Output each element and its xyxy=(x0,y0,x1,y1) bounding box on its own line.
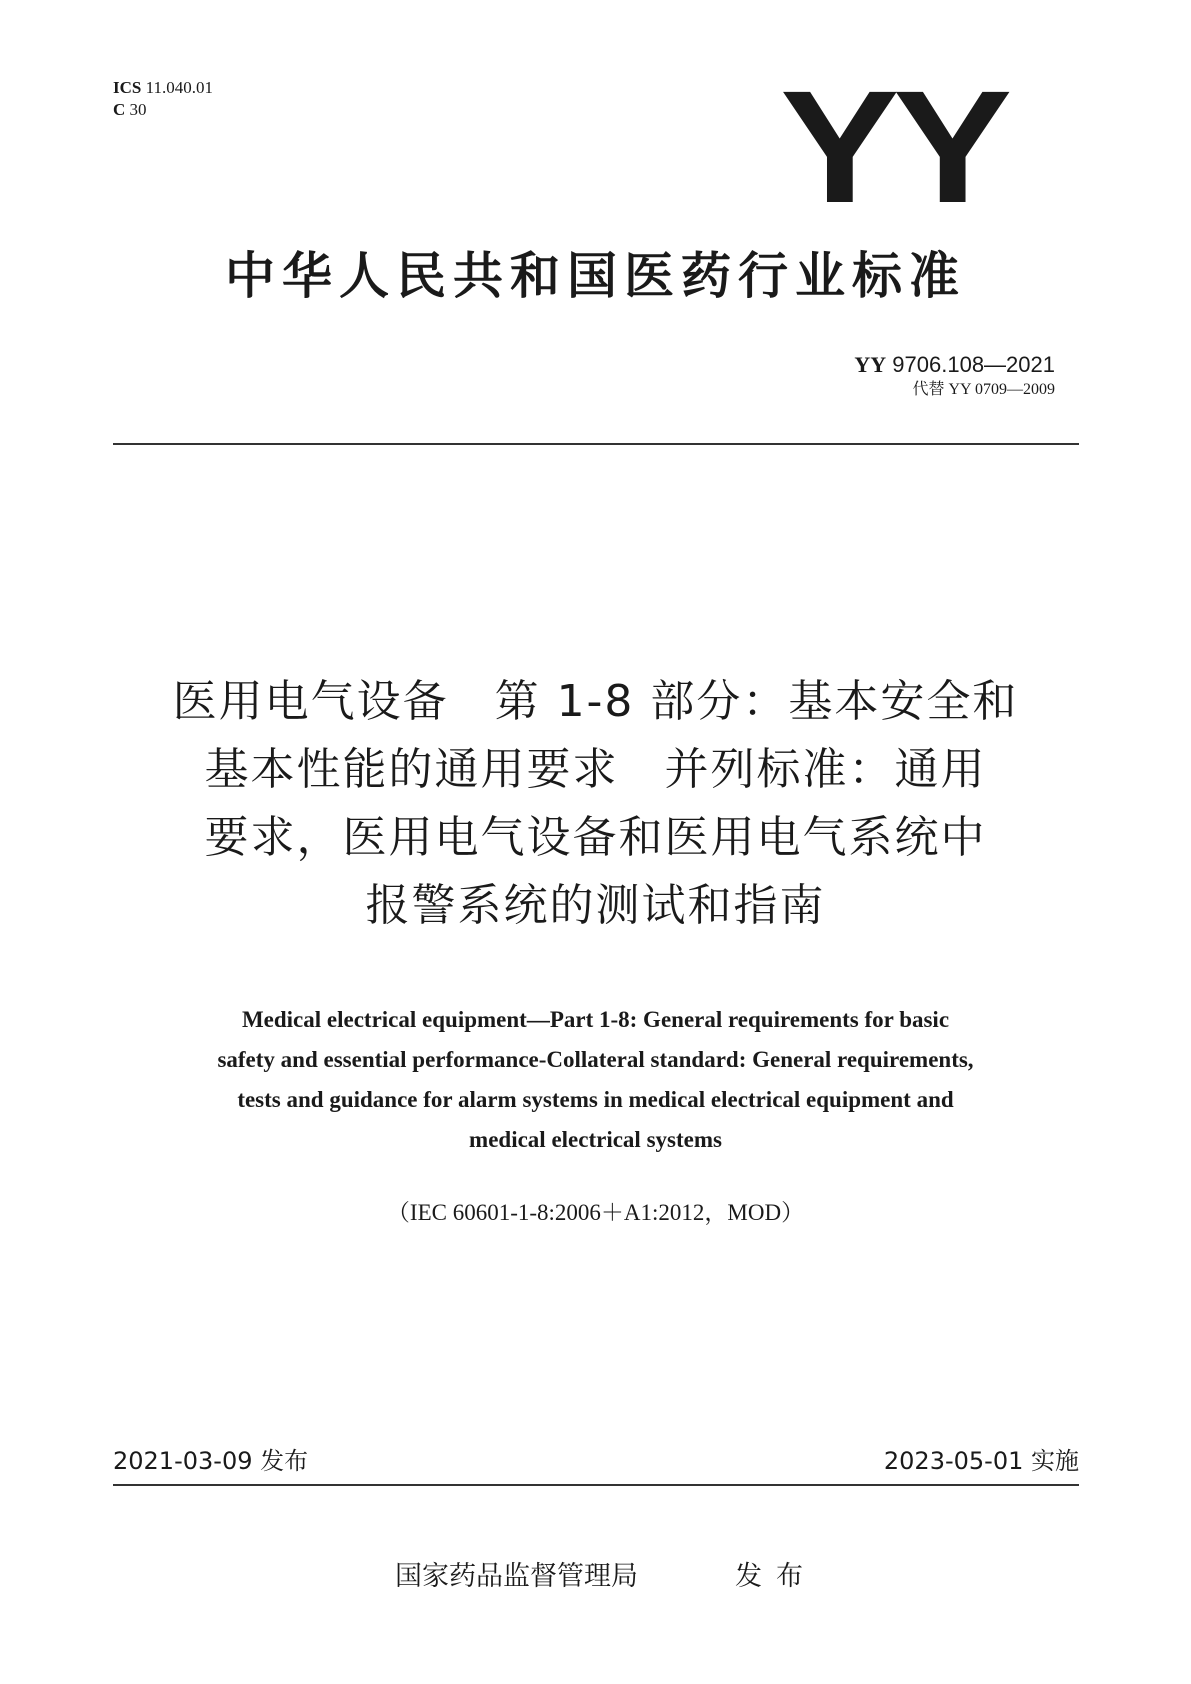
publish-label: 发布 xyxy=(735,1561,817,1592)
publisher-name: 国家药品监督管理局 xyxy=(395,1561,638,1592)
standard-prefix: YY xyxy=(854,352,887,377)
english-title-line: tests and guidance for alarm systems in medical electrical equipment and xyxy=(237,1087,954,1112)
header-divider xyxy=(113,443,1079,445)
english-title xyxy=(120,1000,1071,1160)
standard-organization-title: 中华人民共和国医药行业标准 xyxy=(225,247,966,305)
english-title-line: medical electrical systems xyxy=(469,1127,722,1152)
chinese-title xyxy=(100,668,1091,940)
english-title-line: Medical electrical equipment—Part 1-8: General requirements for basic xyxy=(241,1007,950,1032)
implementation-date: 2023-05-01 实施 xyxy=(883,1447,1079,1475)
yy-logo: YY xyxy=(780,57,1006,236)
chinese-title-line: 要求，医用电气设备和医用电气系统中 xyxy=(204,812,987,863)
standard-number: 9706.108—2021 xyxy=(892,352,1055,377)
chinese-title-line: 基本性能的通用要求 并列标准：通用 xyxy=(204,744,987,795)
replaces-standard: 代替 YY 0709—2009 xyxy=(912,381,1055,398)
chinese-title-line: 报警系统的测试和指南 xyxy=(365,880,826,931)
ccs-label: C xyxy=(113,100,126,119)
ics-code: 11.040.01 xyxy=(145,78,213,97)
classification-codes xyxy=(113,77,213,121)
chinese-title-line: 医用电气设备 第 1-8 部分：基本安全和 xyxy=(172,676,1019,727)
issue-date: 2021-03-09 发布 xyxy=(113,1447,309,1475)
english-title-line: safety and essential performance-Collateral standard: General requirements, xyxy=(217,1047,974,1072)
ccs-code: 30 xyxy=(129,100,147,119)
ics-label: ICS xyxy=(113,78,142,97)
adoption-note: （IEC 60601-1-8:2006＋A1:2012，MOD） xyxy=(386,1200,805,1225)
footer-divider xyxy=(113,1484,1079,1486)
standard-code xyxy=(854,352,1055,378)
